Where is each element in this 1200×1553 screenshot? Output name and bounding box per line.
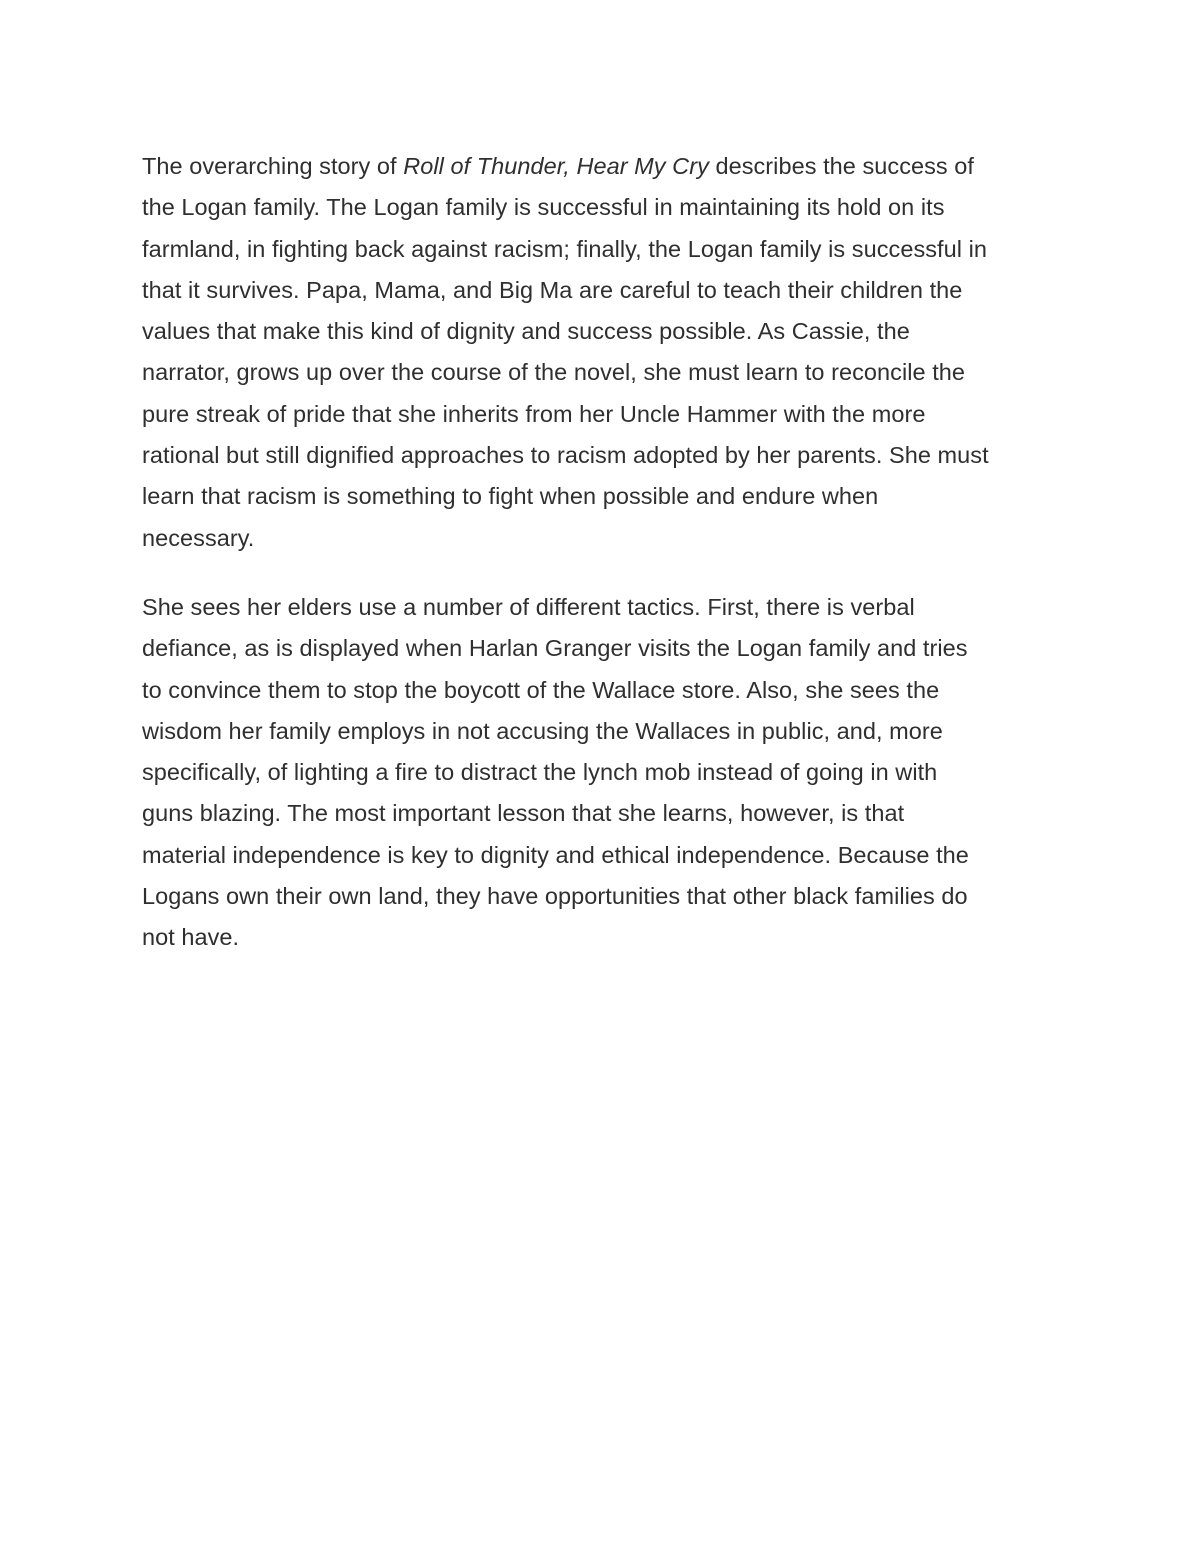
paragraph-1-line-10: necessary.	[142, 524, 255, 551]
paragraph-1-line-4: that it survives. Papa, Mama, and Big Ma are careful to teach their children the	[142, 276, 963, 303]
paragraph-2-line-6: guns blazing. The most important lesson that she learns, however, is that	[142, 800, 905, 827]
paragraph-2-line-2: defiance, as is displayed when Harlan Granger visits the Logan family and tries	[142, 635, 968, 662]
paragraph-1-line-5: values that make this kind of dignity and success possible. As Cassie, the	[142, 318, 910, 345]
paragraph-2-line-9: not have.	[142, 924, 240, 951]
paragraph-1-line-6: narrator, grows up over the course of the novel, she must learn to reconcile the	[142, 359, 966, 386]
paragraph-1-line-7: pure streak of pride that she inherits from her Uncle Hammer with the more	[142, 400, 926, 427]
paragraph-2-line-5: specifically, of lighting a fire to distract the lynch mob instead of going in with	[142, 759, 938, 786]
line-text-after-title: describes the success of	[708, 153, 974, 179]
paragraph-1-line-3: farmland, in fighting back against racism; finally, the Logan family is successful in	[142, 235, 987, 262]
paragraph-2-line-8: Logans own their own land, they have opportunities that other black families do	[142, 883, 968, 910]
line-text-before-title: The overarching story of	[142, 153, 404, 179]
document-body	[142, 146, 1072, 959]
paragraph-2-line-4: wisdom her family employs in not accusing the Wallaces in public, and, more	[142, 717, 943, 744]
paragraph-1-line-9: learn that racism is something to fight when possible and endure when	[142, 483, 879, 510]
paragraph-1-line-1	[142, 146, 1072, 187]
paragraph-2-line-7: material independence is key to dignity and ethical independence. Because the	[142, 841, 969, 868]
paragraph-2-line-3: to convince them to stop the boycott of the Wallace store. Also, she sees the	[142, 676, 940, 703]
paragraph-1	[142, 146, 1072, 559]
paragraph-2	[142, 587, 1072, 959]
book-title: Roll of Thunder, Hear My Cry	[403, 153, 709, 179]
paragraph-2-line-1: She sees her elders use a number of different tactics. First, there is verbal	[142, 593, 915, 620]
paragraph-1-line-2: the Logan family. The Logan family is successful in maintaining its hold on its	[142, 194, 945, 221]
paragraph-1-line-8: rational but still dignified approaches to racism adopted by her parents. She must	[142, 442, 989, 469]
